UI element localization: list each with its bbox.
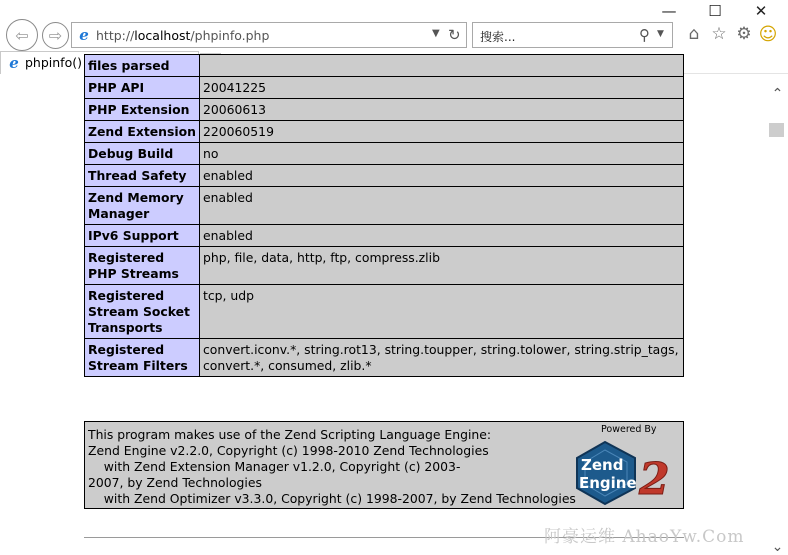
back-arrow-icon: ⇦ xyxy=(15,25,29,45)
row-value: 20041225 xyxy=(200,77,684,99)
home-icon[interactable]: ⌂ xyxy=(688,24,700,44)
row-value: 20060613 xyxy=(200,99,684,121)
row-value: tcp, udp xyxy=(200,285,684,339)
row-label: IPv6 Support xyxy=(85,225,200,247)
table-row xyxy=(85,55,684,77)
zend-credit-line: with Zend Extension Manager v1.2.0, Copyright (c) 2003- xyxy=(88,459,461,474)
zend-credit-line: with Zend Optimizer v3.3.0, Copyright (c) 1998-2007, by Zend Technologies xyxy=(88,491,576,506)
table-row xyxy=(85,77,684,99)
close-icon: ✕ xyxy=(754,2,768,20)
zend-credit-line: This program makes use of the Zend Scripting Language Engine: xyxy=(88,427,492,442)
logo-text-zend: Zend xyxy=(581,456,624,474)
row-label: Registered Stream Socket Transports xyxy=(85,285,200,339)
row-label: Thread Safety xyxy=(85,165,200,187)
row-label: Debug Build xyxy=(85,143,200,165)
minimize-icon: — xyxy=(661,2,677,20)
table-row xyxy=(85,187,684,225)
refresh-icon[interactable]: ↻ xyxy=(448,26,461,44)
address-url[interactable]: http://localhost/phpinfo.php xyxy=(96,28,270,43)
search-icon[interactable]: ⚲ xyxy=(639,26,650,44)
close-window-button[interactable] xyxy=(738,0,784,22)
maximize-button[interactable] xyxy=(692,0,738,22)
tab-ie-icon: e xyxy=(9,54,19,72)
row-value: php, file, data, http, ftp, compress.zlib xyxy=(200,247,684,285)
scroll-thumb[interactable] xyxy=(769,123,784,137)
zend-engine-logo[interactable] xyxy=(567,436,685,508)
row-value: enabled xyxy=(200,225,684,247)
row-label: Zend Extension xyxy=(85,121,200,143)
table-row xyxy=(85,165,684,187)
row-value xyxy=(200,55,684,77)
php-info-table xyxy=(84,54,684,377)
table-row xyxy=(85,247,684,285)
forward-arrow-icon: ⇨ xyxy=(48,26,63,45)
table-row xyxy=(85,121,684,143)
gear-icon[interactable]: ⚙ xyxy=(736,24,752,44)
table-row xyxy=(85,99,684,121)
zend-credits-text xyxy=(88,427,576,507)
row-value: 220060519 xyxy=(200,121,684,143)
row-value: no xyxy=(200,143,684,165)
tab-title: phpinfo() xyxy=(25,55,82,70)
row-value: enabled xyxy=(200,165,684,187)
smiley-icon[interactable]: ☺ xyxy=(758,23,778,45)
table-row xyxy=(85,285,684,339)
row-label: PHP API xyxy=(85,77,200,99)
search-box[interactable] xyxy=(472,22,673,48)
search-dropdown-icon[interactable]: ▼ xyxy=(657,29,664,39)
table-row xyxy=(85,143,684,165)
ie-logo-icon: e xyxy=(79,26,89,44)
vertical-scrollbar[interactable] xyxy=(767,74,788,554)
forward-button[interactable] xyxy=(42,22,69,49)
address-bar[interactable] xyxy=(71,22,467,48)
zend-credits-box xyxy=(84,421,684,509)
search-input[interactable]: 搜索... xyxy=(480,30,516,44)
row-label: files parsed xyxy=(85,55,200,77)
minimize-button[interactable] xyxy=(646,0,692,22)
scroll-down-icon[interactable]: ⌄ xyxy=(771,539,784,555)
table-row xyxy=(85,339,684,377)
row-label: Registered PHP Streams xyxy=(85,247,200,285)
maximize-icon: ☐ xyxy=(708,2,722,20)
zend-credit-line: 2007, by Zend Technologies xyxy=(88,475,262,490)
table-row xyxy=(85,225,684,247)
row-label: Zend Memory Manager xyxy=(85,187,200,225)
powered-by-label: Powered By xyxy=(601,424,657,435)
row-value: convert.iconv.*, string.rot13, string.toupper, string.tolower, string.strip_tags, convert.*, consumed, zlib.* xyxy=(200,339,684,377)
logo-text-2: 2 xyxy=(639,454,670,505)
zend-credit-line: Zend Engine v2.2.0, Copyright (c) 1998-2010 Zend Technologies xyxy=(88,443,489,458)
back-button[interactable] xyxy=(6,19,38,51)
scroll-up-icon[interactable]: ⌃ xyxy=(771,86,784,102)
row-label: Registered Stream Filters xyxy=(85,339,200,377)
row-value: enabled xyxy=(200,187,684,225)
logo-text-engine: Engine xyxy=(579,474,637,492)
address-dropdown-icon[interactable]: ▼ xyxy=(432,28,440,39)
watermark-text: 阿豪运维 AhaoYw.Com xyxy=(544,527,745,547)
row-label: PHP Extension xyxy=(85,99,200,121)
star-icon[interactable]: ☆ xyxy=(711,24,727,44)
